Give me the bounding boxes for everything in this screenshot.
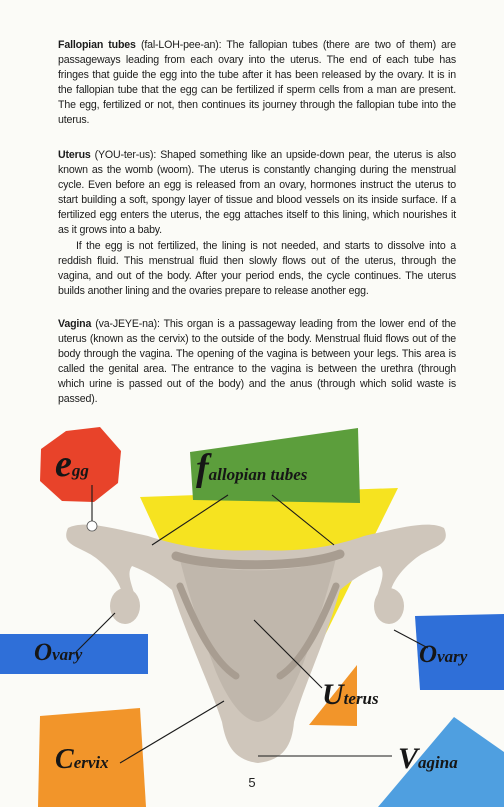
vagina-definition: (va-JEYE-na): This organ is a passageway leading from the lower end of the uterus (known as the cervix) to the outside of the body. Menstrual fluid flows out of the body through the vagina. The opening of the vagina is between your legs. This area is called the genital area. The entrance to the vagina is between the urethra (through which urine is passed out of the body) and the anus (through which solid waste is passed). [58, 318, 456, 406]
fallopian-tubes-term: Fallopian tubes [58, 39, 136, 51]
uterus-definition-continued: If the egg is not fertilized, the lining is not needed, and starts to dissolve into a reddish fluid. This menstrual fluid then slowly flows out of the uterus, through the vagina, and out of the body. After your period ends, the cycle continues. The uterus builds another lining and the ovaries prepare to release another egg. [58, 239, 456, 297]
label-egg: egg [55, 443, 89, 485]
fallopian-tubes-definition: (fal-LOH-pee-an): The fallopian tubes (there are two of them) are passageways leading from each ovary into the uterus. The end of each tube has fringes that guide the egg into the tube after it has been released by the ovary. It is in the fallopian tube that the egg can be fertilized if sperm cells from a man are present. The egg, fertilized or not, then continues its journey through the fallopian tube into the uterus. [58, 39, 456, 127]
uterus-term: Uterus [58, 149, 91, 161]
label-fallopian-tubes: fallopian tubes [196, 447, 308, 489]
vagina-term: Vagina [58, 318, 92, 330]
label-ovary-right: Ovary [419, 641, 468, 668]
label-vagina: Vagina [398, 742, 458, 775]
label-uterus: Uterus [322, 678, 379, 711]
page-number: 5 [248, 775, 256, 790]
label-ovary-left: Ovary [34, 639, 83, 666]
label-cervix: Cervix [55, 744, 109, 775]
uterus-definition: (YOU-ter-us): Shaped something like an upside-down pear, the uterus is also known as the womb (woom). The uterus is constantly changing during the menstrual cycle. Even before an egg is released from an ovary, hormones instruct the uterus to start building a soft, spongy layer of tissue and blood vessels on its inside surface. If a fertilized egg enters the uterus, the egg attaches itself to this lining, which nourishes it as it grows into a baby. [58, 149, 456, 237]
